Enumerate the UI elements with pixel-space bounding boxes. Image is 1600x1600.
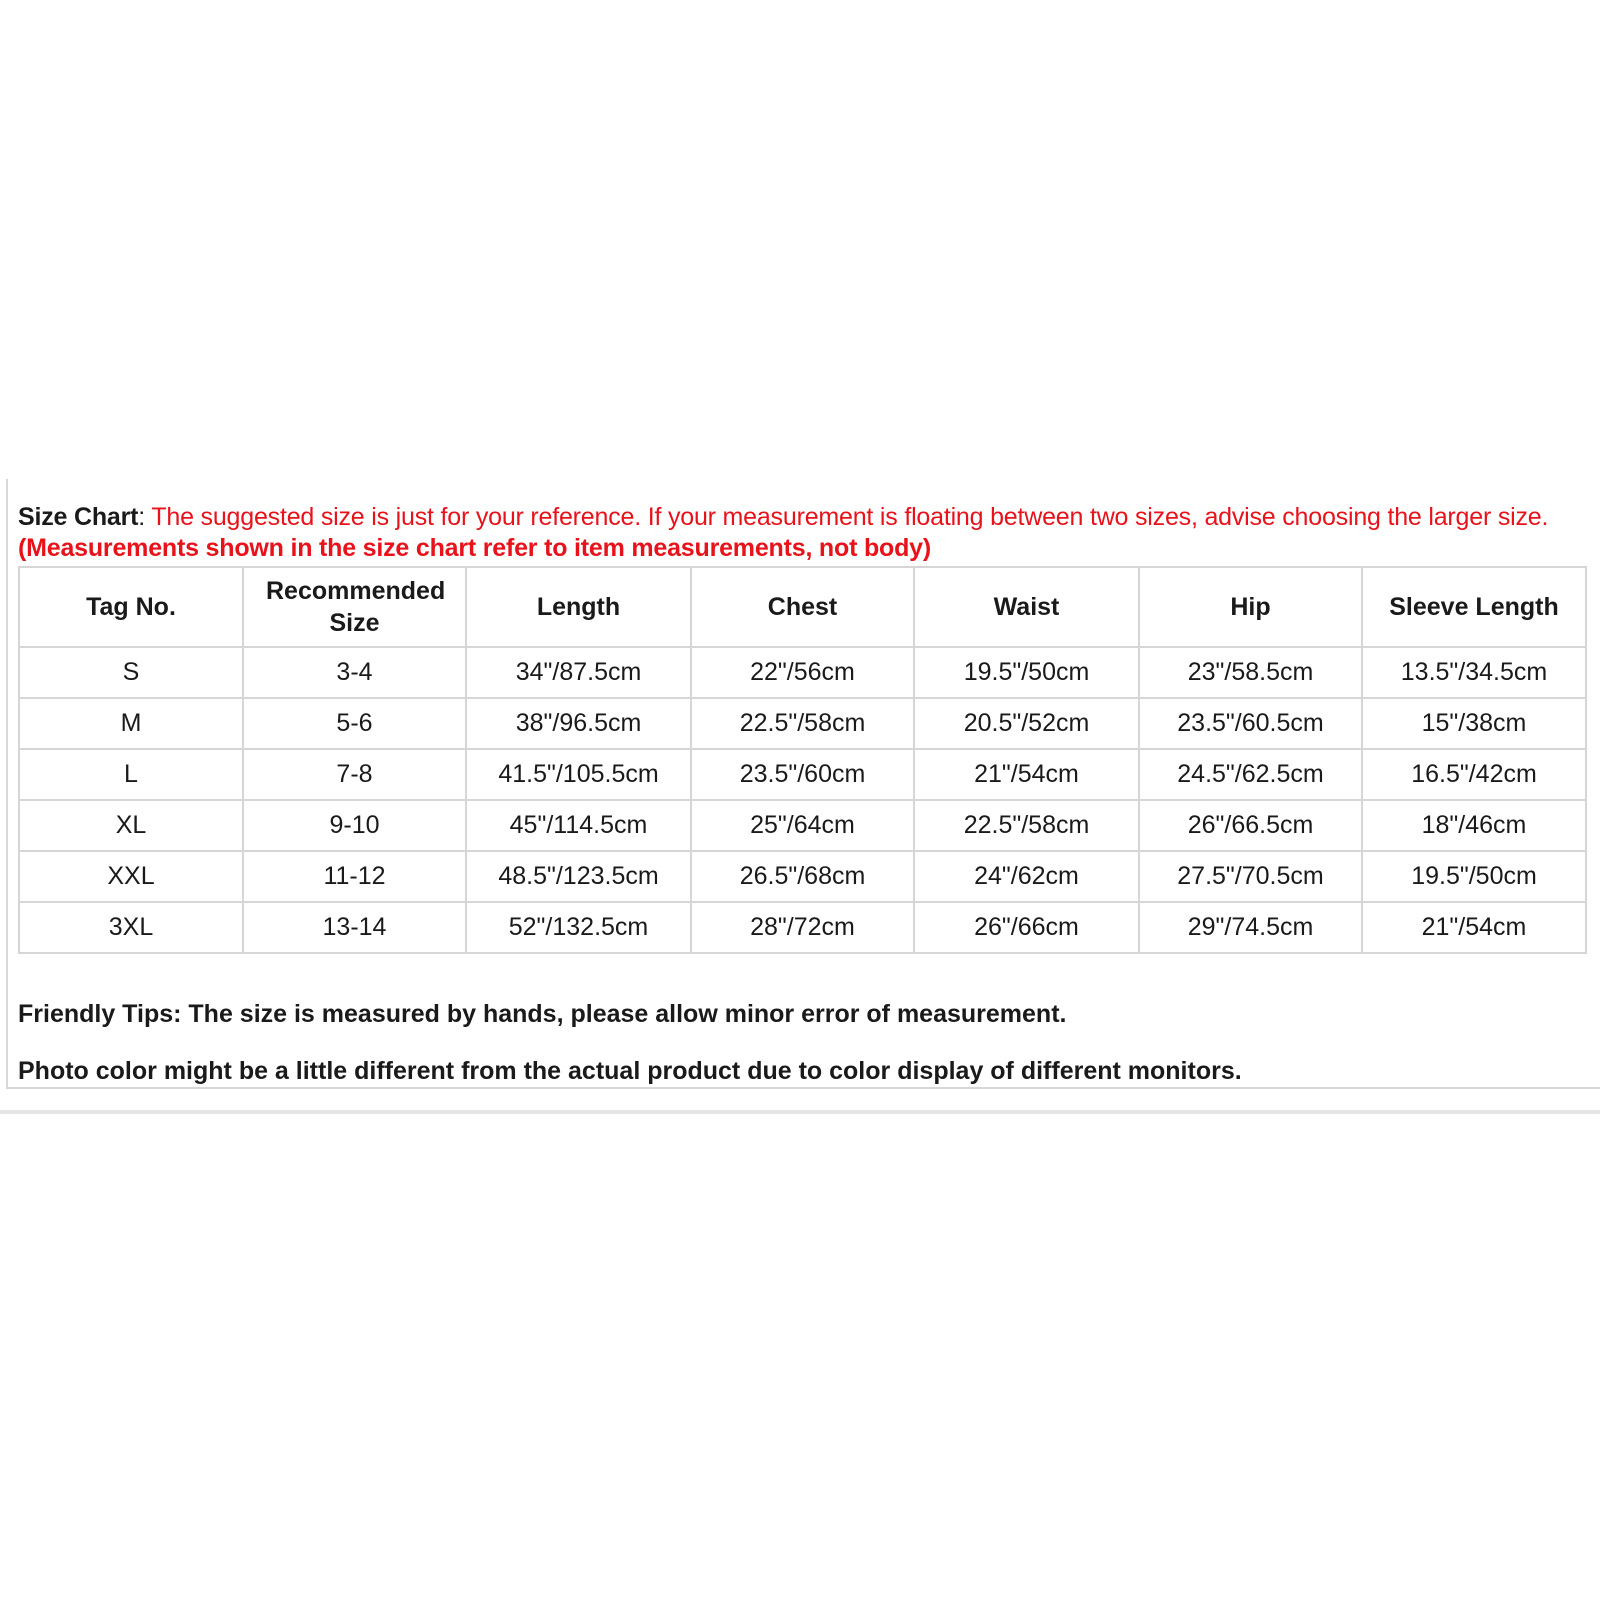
- cell-length: 34"/87.5cm: [466, 647, 691, 698]
- header-tag-no: Tag No.: [19, 567, 243, 647]
- photo-color-note: Photo color might be a little different from the actual product due to color display of different monitors.: [18, 1057, 1242, 1085]
- cell-hip: 23.5"/60.5cm: [1139, 698, 1362, 749]
- cell-sleeve-length: 16.5"/42cm: [1362, 749, 1586, 800]
- cell-sleeve-length: 21"/54cm: [1362, 902, 1586, 953]
- cell-length: 48.5"/123.5cm: [466, 851, 691, 902]
- cell-hip: 29"/74.5cm: [1139, 902, 1362, 953]
- cell-chest: 22"/56cm: [691, 647, 914, 698]
- measurement-disclaimer: (Measurements shown in the size chart refer to item measurements, not body): [18, 534, 931, 562]
- cell-waist: 21"/54cm: [914, 749, 1139, 800]
- cell-length: 52"/132.5cm: [466, 902, 691, 953]
- cell-tag-no: XXL: [19, 851, 243, 902]
- cell-hip: 26"/66.5cm: [1139, 800, 1362, 851]
- cell-recommended-size: 5-6: [243, 698, 466, 749]
- header-recommended-size: Recommended Size: [243, 567, 466, 647]
- header-chest: Chest: [691, 567, 914, 647]
- cell-sleeve-length: 19.5"/50cm: [1362, 851, 1586, 902]
- size-chart-colon: :: [138, 503, 152, 531]
- cell-chest: 25"/64cm: [691, 800, 914, 851]
- table-row: [19, 851, 1586, 902]
- header-sleeve-length: Sleeve Length: [1362, 567, 1586, 647]
- table-row: [19, 698, 1586, 749]
- header-hip: Hip: [1139, 567, 1362, 647]
- cell-hip: 24.5"/62.5cm: [1139, 749, 1362, 800]
- cell-sleeve-length: 18"/46cm: [1362, 800, 1586, 851]
- cell-length: 45"/114.5cm: [466, 800, 691, 851]
- cell-sleeve-length: 15"/38cm: [1362, 698, 1586, 749]
- friendly-tips: Friendly Tips: The size is measured by hands, please allow minor error of measurement.: [18, 1000, 1067, 1028]
- cell-hip: 23"/58.5cm: [1139, 647, 1362, 698]
- cell-waist: 26"/66cm: [914, 902, 1139, 953]
- table-row: [19, 749, 1586, 800]
- table-row: [19, 800, 1586, 851]
- cell-recommended-size: 9-10: [243, 800, 466, 851]
- cell-tag-no: S: [19, 647, 243, 698]
- table-row: [19, 902, 1586, 953]
- cell-tag-no: XL: [19, 800, 243, 851]
- size-advice-note: The suggested size is just for your reference. If your measurement is floating between two sizes, advise choosing the larger size.: [151, 503, 1549, 531]
- table-row: [19, 647, 1586, 698]
- cell-sleeve-length: 13.5"/34.5cm: [1362, 647, 1586, 698]
- cell-length: 38"/96.5cm: [466, 698, 691, 749]
- table-header-row: [19, 567, 1586, 647]
- cell-hip: 27.5"/70.5cm: [1139, 851, 1362, 902]
- panel-bottom-divider: [0, 1110, 1600, 1114]
- cell-tag-no: L: [19, 749, 243, 800]
- cell-recommended-size: 11-12: [243, 851, 466, 902]
- cell-waist: 24"/62cm: [914, 851, 1139, 902]
- header-waist: Waist: [914, 567, 1139, 647]
- cell-recommended-size: 7-8: [243, 749, 466, 800]
- size-chart-label: Size Chart: [18, 503, 139, 531]
- cell-recommended-size: 13-14: [243, 902, 466, 953]
- cell-chest: 28"/72cm: [691, 902, 914, 953]
- size-table: [18, 566, 1587, 954]
- cell-recommended-size: 3-4: [243, 647, 466, 698]
- cell-waist: 22.5"/58cm: [914, 800, 1139, 851]
- cell-length: 41.5"/105.5cm: [466, 749, 691, 800]
- cell-chest: 23.5"/60cm: [691, 749, 914, 800]
- cell-tag-no: M: [19, 698, 243, 749]
- size-chart-intro: [18, 502, 1578, 564]
- cell-tag-no: 3XL: [19, 902, 243, 953]
- cell-waist: 20.5"/52cm: [914, 698, 1139, 749]
- cell-waist: 19.5"/50cm: [914, 647, 1139, 698]
- cell-chest: 22.5"/58cm: [691, 698, 914, 749]
- cell-chest: 26.5"/68cm: [691, 851, 914, 902]
- header-length: Length: [466, 567, 691, 647]
